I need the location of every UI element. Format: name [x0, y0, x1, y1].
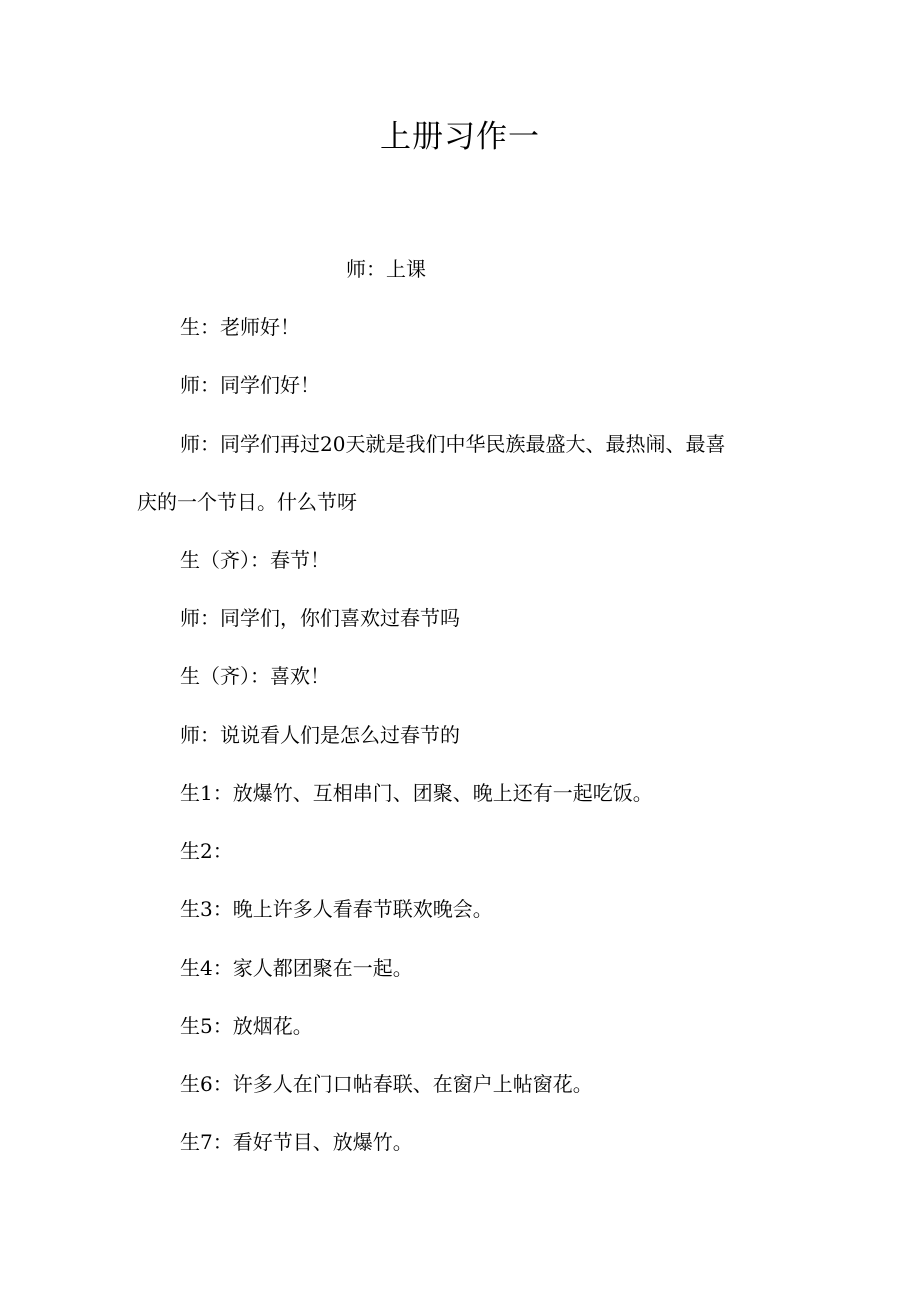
dialogue-line-student-7: 生7：看好节目、放爆竹。: [180, 1130, 413, 1154]
dialogue-line-teacher-question-continued: 庆的一个节日。什么节呀: [137, 490, 357, 514]
dialogue-line-student-4: 生4：家人都团聚在一起。: [180, 956, 413, 980]
dialogue-line-students-greeting: 生：老师好！: [180, 315, 300, 339]
dialogue-line-student-3: 生3：晚上许多人看春节联欢晚会。: [180, 897, 493, 921]
dialogue-line-student-2: 生2：: [180, 839, 233, 863]
dialogue-line-teacher-how-question: 师：说说看人们是怎么过春节的: [180, 723, 460, 747]
dialogue-line-teacher-like-question: 师：同学们，你们喜欢过春节吗: [180, 606, 460, 630]
dialogue-line-students-spring-festival: 生（齐）：春节！: [180, 548, 330, 572]
dialogue-line-student-1: 生1：放爆竹、互相串门、团聚、晚上还有一起吃饭。: [180, 781, 653, 805]
dialogue-line-student-6: 生6：许多人在门口帖春联、在窗户上帖窗花。: [180, 1072, 593, 1096]
dialogue-line-teacher-greeting: 师：同学们好！: [180, 373, 320, 397]
dialogue-line-students-like: 生（齐）：喜欢！: [180, 664, 330, 688]
dialogue-line-teacher-start-class: 师：上课: [346, 257, 426, 281]
dialogue-line-student-5: 生5：放烟花。: [180, 1014, 313, 1038]
document-title: 上册习作一: [380, 119, 540, 155]
dialogue-line-teacher-question: 师：同学们再过20天就是我们中华民族最盛大、最热闹、最喜: [180, 432, 726, 456]
